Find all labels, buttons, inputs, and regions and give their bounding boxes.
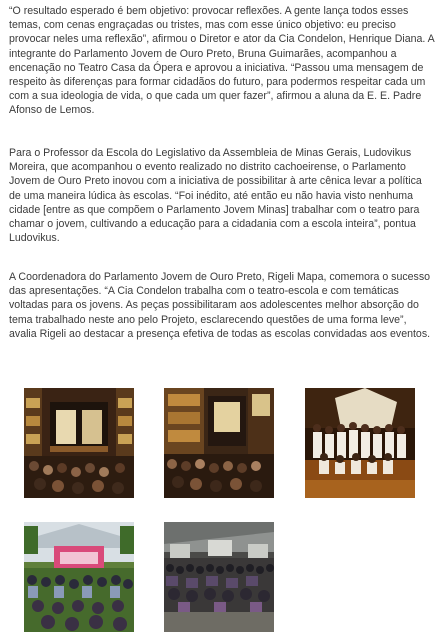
- outdoor-tent-photo[interactable]: [24, 522, 134, 632]
- cast-group-image: [305, 388, 415, 498]
- school-courtyard-photo[interactable]: [164, 522, 274, 632]
- theater-audience-photo[interactable]: [164, 388, 274, 498]
- cast-group-photo[interactable]: [305, 388, 415, 498]
- theater-stage-image: [24, 388, 134, 498]
- article-paragraph: “O resultado esperado é bem objetivo: provocar reflexões. A gente lança todos esses temas, com cenas engraçadas ou tristes, mas com esse único objetivo: eu preciso provocar neles uma reflexão”, afirmou o Diretor e ator da Cia Condelon, Henrique Diana. A integrante do Parlamento Jovem de Ouro Preto, Bruna Guimarães, acompanhou a encenação no Teatro Casa da Ópera e aprovou a iniciativa. “Passou uma mensagem de respeito às diferenças para formar cidadãos do futuro, para podermos respeitar cada um com a sua ideologia de vida, o que cada um quer fazer”, afirmou a aluna da E. E. Padre Afonso de Lemos.: [9, 5, 435, 117]
- theater-audience-image: [164, 388, 274, 498]
- school-courtyard-image: [164, 522, 274, 632]
- article-paragraph: A Coordenadora do Parlamento Jovem de Ouro Preto, Rigeli Mapa, comemora o sucesso das apresentações. “A Cia Condelon trabalha com o teatro-escola e com temáticas voltadas para os jovens. As peças possibilitaram aos adolescentes melhor absorção do tema trabalhado neste ano pelo Projeto, esclarecendo questões de uma forma leve”, avalia Rigeli ao destacar a presença efetiva de todas as escolas convidadas aos eventos.: [9, 271, 431, 340]
- article-paragraph: Para o Professor da Escola do Legislativo da Assembleia de Minas Gerais, Ludovikus Moreira, que acompanhou o evento realizado no distrito cachoeirense, o Parlamento Jovem de Ouro Preto inovou com a iniciativa de possibilitar à arte cênica levar a política de uma maneira lúdica às escolas. “Foi inédito, até então eu não havia visto nenhuma cidade [entre as que compõem o Parlamento Jovem Minas] trabalhar com o teatro para chamar o jovem, cultivando a educação para a cidadania com a escola inteira”, pontua Ludovikus.: [9, 147, 422, 245]
- outdoor-tent-image: [24, 522, 134, 632]
- theater-stage-photo[interactable]: [24, 388, 134, 498]
